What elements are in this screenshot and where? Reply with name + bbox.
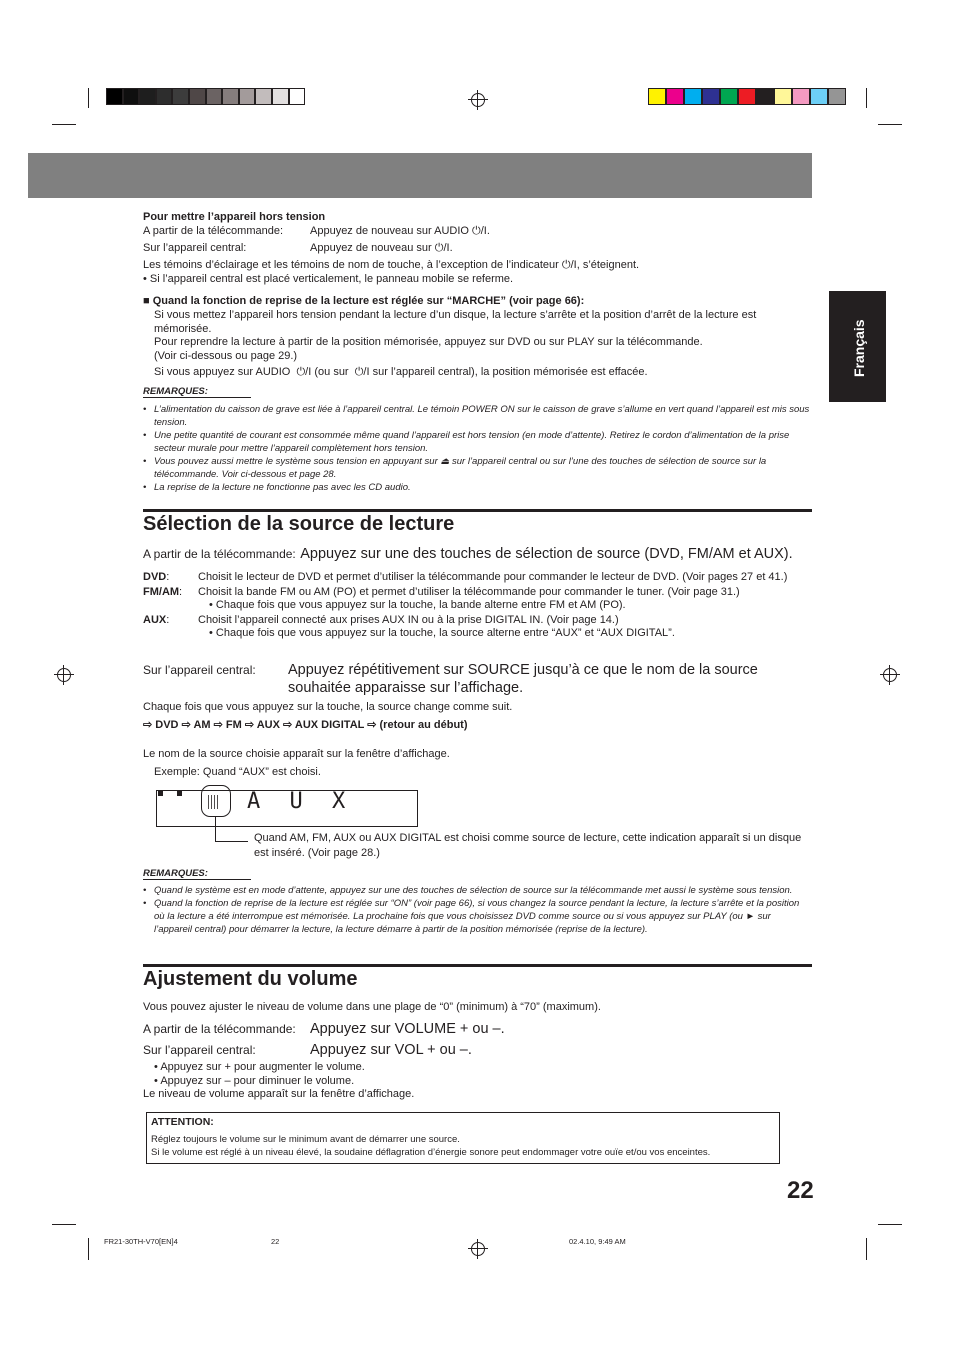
source-item-aux-bullet: • Chaque fois que vous appuyez sur la touche, la source alterne entre “AUX” et “AUX DIGITAL”. [143, 627, 811, 641]
color-swatch [774, 88, 792, 105]
callout-leader [215, 816, 216, 841]
registration-mark-bottom-icon [471, 1242, 485, 1256]
remarks-list [143, 403, 811, 494]
volume-bullet: • Appuyez sur + pour augmenter le volume. [143, 1061, 414, 1075]
source-unit-instruction: Appuyez répétitivement sur SOURCE jusqu’à ce que le nom de la source souhaitée apparaisse sur l’affichage. [288, 662, 758, 696]
color-swatch [756, 88, 774, 105]
color-swatch [666, 88, 684, 105]
remarks-title: REMARQUES: [143, 868, 251, 880]
color-swatch [684, 88, 702, 105]
color-swatch [648, 88, 666, 105]
cycle-intro: Chaque fois que vous appuyez sur la touche, la source change comme suit. [143, 701, 513, 713]
crop-mark [88, 88, 89, 108]
source-item-fmam-bullet: • Chaque fois que vous appuyez sur la touche, la bande alterne entre FM et AM (PO). [143, 599, 811, 613]
remote-label: A partir de la télécommande: [143, 547, 296, 561]
registration-mark-left-icon [57, 668, 71, 682]
crop-mark [52, 124, 76, 125]
volume-section-title: Ajustement du volume [143, 968, 358, 990]
source-items [143, 571, 811, 641]
remark-item: • Une petite quantité de courant est consommée même quand l’appareil est hors tension (en mode d’attente). Retirez le cordon d’alimentation de la prise secteur murale pour mettre l’appareil complètement hors tension. [143, 430, 790, 454]
source-item-dvd: DVD: Choisit le lecteur de DVD et permet d’utiliser la télécommande pour commander le lecteur de DVD. (Voir pages 27 et 41.) [143, 571, 788, 583]
color-swatch [828, 88, 846, 105]
crop-mark [878, 1224, 902, 1225]
volume-bullet: • Appuyez sur – pour diminuer le volume. [143, 1075, 414, 1089]
header-bar [28, 153, 812, 198]
resume-audio-line: Si vous appuyez sur AUDIO ⏻/I (ou sur ⏻/I sur l’appareil central), la position mémorisée est effacée. [154, 366, 648, 378]
resume-line: (Voir ci-dessous ou page 29.) [154, 349, 298, 362]
color-swatch [720, 88, 738, 105]
volume-bullets [143, 1061, 414, 1102]
power-off-unit-label: Sur l’appareil central: [143, 242, 247, 254]
power-off-heading: Pour mettre l’appareil hors tension [143, 211, 326, 223]
color-swatch [239, 88, 256, 105]
remarks-title: REMARQUES: [143, 386, 251, 398]
color-swatch [289, 88, 306, 105]
resume-text [154, 309, 810, 363]
color-swatch [738, 88, 756, 105]
attention-text: Réglez toujours le volume sur le minimum avant de démarrer une source. Si le volume est réglé à un niveau élevé, la soudaine déflagration d’énergie sonore peut endommager votre ouïe et/ou vos enceintes. [151, 1134, 711, 1158]
display-callout: Quand AM, FM, AUX ou AUX DIGITAL est choisi comme source de lecture, cette indication apparaît si un disque est inséré. (Voir page 28.) [254, 832, 802, 859]
power-standby-icon: ⏻/I [354, 366, 370, 378]
crop-mark [878, 124, 902, 125]
source-cycle: ⇨ DVD ⇨ AM ⇨ FM ⇨ AUX ⇨ AUX DIGITAL ⇨ (retour au début) [143, 719, 468, 731]
display-window [156, 790, 418, 827]
color-swatch [139, 88, 156, 105]
resume-heading: ■ Quand la fonction de reprise de la lecture est réglée sur “MARCHE” (voir page 66): [143, 295, 585, 307]
crop-mark [52, 1224, 76, 1225]
color-swatch [792, 88, 810, 105]
color-swatch [106, 88, 123, 105]
color-swatch [702, 88, 720, 105]
remote-instruction: Appuyez sur une des touches de sélection de source (DVD, FM/AM et AUX). [300, 546, 793, 562]
color-swatch [222, 88, 239, 105]
color-swatch [810, 88, 828, 105]
power-standby-icon: ⏻/I [296, 366, 312, 378]
resume-line: Pour reprendre la lecture à partir de la position mémorisée, appuyez sur DVD ou sur PLAY sur la télécommande. [154, 336, 703, 348]
color-swatch [272, 88, 289, 105]
display-text: A U X [247, 789, 354, 814]
crop-mark [866, 88, 867, 108]
volume-remote-instruction: Appuyez sur VOLUME + ou –. [310, 1021, 505, 1037]
volume-remote-label: A partir de la télécommande: [143, 1022, 296, 1036]
volume-unit-label: Sur l’appareil central: [143, 1043, 256, 1057]
volume-display-note: Le niveau de volume apparaît sur la fenêtre d’affichage. [143, 1088, 415, 1100]
attention-title: ATTENTION: [151, 1116, 214, 1128]
language-tab-label: Français [851, 319, 867, 377]
registration-mark-right-icon [883, 668, 897, 682]
display-indicator-icon [158, 791, 163, 796]
crop-mark [88, 1238, 89, 1260]
volume-unit-instruction: Appuyez sur VOL + ou –. [310, 1042, 472, 1058]
display-example: Exemple: Quand “AUX” est choisi. [154, 766, 321, 778]
display-note: Le nom de la source choisie apparaît sur la fenêtre d’affichage. [143, 748, 450, 760]
power-off-unit-instruction: Appuyez de nouveau sur ⏻/I. [310, 242, 453, 254]
footer-date: 02.4.10, 9:49 AM [569, 1237, 626, 1246]
footer-page: 22 [271, 1237, 280, 1246]
remark-item: • Quand le système est en mode d’attente, appuyez sur une des touches de sélection de source sur la télécommande met aussi le système sous tension. [143, 885, 793, 896]
color-swatch [189, 88, 206, 105]
power-off-remote-label: A partir de la télécommande: [143, 225, 284, 237]
display-indicator-icon [177, 791, 182, 796]
crop-mark [866, 1238, 867, 1260]
color-swatch [172, 88, 189, 105]
color-swatch [156, 88, 173, 105]
remark-item: • La reprise de la lecture ne fonctionne pas avec les CD audio. [143, 482, 411, 493]
remark-item: • Quand la fonction de reprise de la lecture est réglée sur “ON” (voir page 66), si vous changez la source pendant la lecture, la lecture s’arrête et la position où la lecture a été interrompue est mémorisée. La prochaine fois que vous choisissez DVD comme source ou si vous appuyez sur PLAY (ou ► sur l’appareil central) pour démarrer la lecture, la lecture démarre à partir de la position mémorisée (reprise de la lecture). [143, 898, 800, 935]
indicators-text: Les témoins d’éclairage et les témoins de nom de touche, à l’exception de l’indicateur ⏻/I, s’éteignent. [143, 259, 640, 271]
callout-circle [201, 785, 231, 817]
vertical-note: • Si l’appareil central est placé verticalement, le panneau mobile se referme. [143, 273, 513, 287]
page-number: 22 [787, 1177, 814, 1204]
source-item-aux: AUX: Choisit l’appareil connecté aux prises AUX IN ou à la prise DIGITAL IN. (Voir page 14.) [143, 613, 619, 626]
remark-item: • Vous pouvez aussi mettre le système sous tension en appuyant sur ⏏ sur l’appareil central ou sur l’une des touches de sélection de source sur la télécommande. Voir ci-dessous et page 28. [143, 456, 767, 480]
power-off-remote-instruction: Appuyez de nouveau sur AUDIO ⏻/I. [310, 225, 490, 237]
source-item-fmam: FM/AM: Choisit la bande FM ou AM (PO) et permet d’utiliser la télécommande pour commander le tuner. (Voir page 31.) [143, 585, 740, 598]
remarks-list [143, 884, 811, 936]
callout-leader [215, 841, 248, 842]
remark-item: • L’alimentation du caisson de grave est liée à l’appareil central. Le témoin POWER ON sur le caisson de grave s’allume en vert quand l’appareil est mis sous tension. [143, 404, 810, 428]
square-bullet-icon: ■ [143, 295, 153, 307]
attention-box [146, 1112, 780, 1164]
color-swatch [206, 88, 223, 105]
registration-mark-top-icon [471, 93, 485, 107]
color-swatch [255, 88, 272, 105]
resume-line: Si vous mettez l’appareil hors tension pendant la lecture d’un disque, la lecture s’arrête et la position d’arrêt de la lecture est mémorisée. [154, 309, 757, 335]
source-remote-line [143, 545, 793, 563]
footer-file: FR21-30TH-V70[EN]4 [104, 1237, 178, 1246]
source-unit-label: Sur l’appareil central: [143, 663, 256, 677]
power-standby-icon: ⏻/I [434, 242, 450, 254]
power-standby-icon: ⏻/I [472, 225, 487, 237]
color-swatch [123, 88, 140, 105]
language-tab [829, 291, 886, 402]
source-section-title: Sélection de la source de lecture [143, 513, 455, 535]
volume-intro: Vous pouvez ajuster le niveau de volume dans une plage de “0” (minimum) à “70” (maximum). [143, 1001, 601, 1013]
power-standby-icon: ⏻/I [561, 259, 577, 271]
